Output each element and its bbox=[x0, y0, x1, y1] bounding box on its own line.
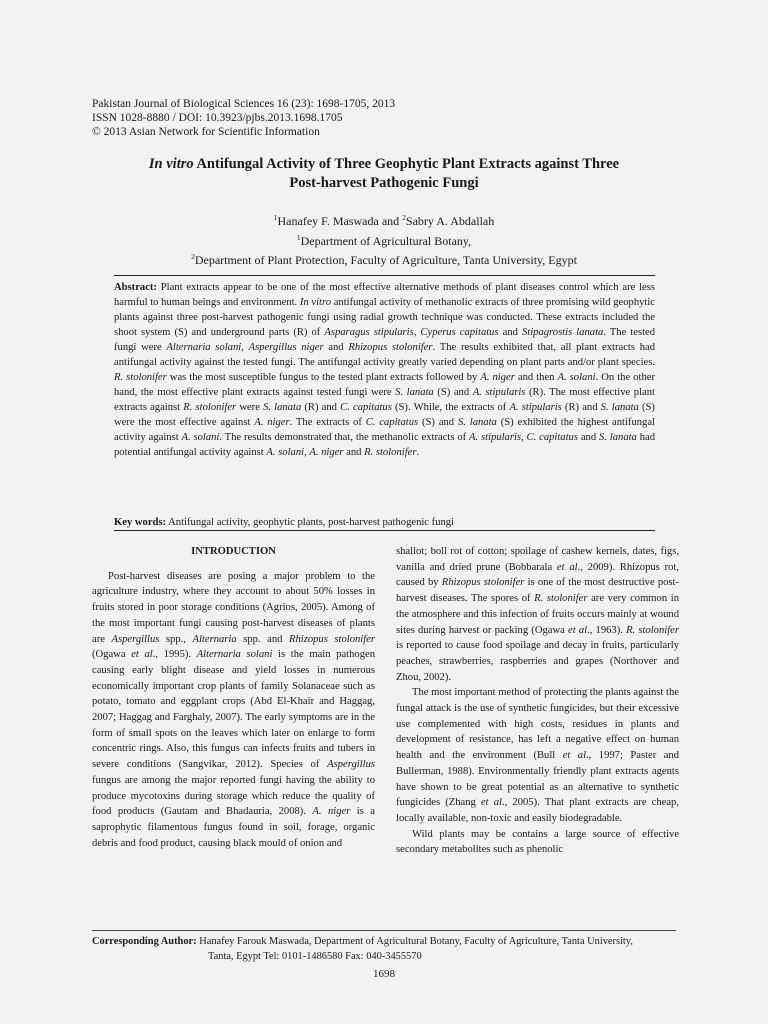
journal-header bbox=[92, 97, 395, 139]
intro-paragraph-2: The most important method of protecting the plants against the fungal attack is the use of synthetic fungicides, but their excessive use complemented with high costs, residues in plants and development of resistance, has left a negative effect on human health and the environment (Bull et al., 1997; Paster and Bullerman, 1988). Environmentally friendly plant extracts agents have shown to be great potential as an alternative to synthetic fungicides (Zhang et al., 2005). That plant extracts are cheap, locally available, non-toxic and easily biodegradable. bbox=[396, 687, 679, 824]
footnote-rule bbox=[92, 930, 676, 931]
aff1-sup: 1 bbox=[296, 232, 301, 242]
keywords-bottom-rule bbox=[114, 530, 655, 531]
left-column bbox=[92, 544, 375, 851]
footnote-label: Corresponding Author: bbox=[92, 936, 197, 947]
intro-paragraph-continued: shallot; boll rot of cotton; spoilage of cashew kernels, dates, figs, vanilla and dried prune (Bobbarala et al., 2009). Rhizopus rot, caused by Rhizopus stolonifer is one of the most destructive post-harvest diseases. The spores of R. stolonifer are very common in the atmosphere and this infection of fruits occurs mainly at wound sites during harvest or packing (Ogawa et al., 1963). R. stolonifer is reported to cause food spoilage and decay in fruits, particularly peaches, strawberries, raspberries and grapes (Northover and Zhou, 2002). bbox=[396, 546, 680, 683]
author1-sup: 1 bbox=[273, 213, 278, 222]
section-heading-introduction: INTRODUCTION bbox=[191, 546, 276, 557]
abstract-label: Abstract: bbox=[114, 282, 157, 293]
corresponding-author-footnote bbox=[92, 934, 682, 964]
keywords bbox=[114, 516, 655, 530]
intro-paragraph-1: Post-harvest diseases are posing a major problem to the agriculture industry, where they account to about 50% losses in fruits stored in poor storage conditions (Agrios, 2005). Among of the most important fungi causing post-harvest diseases of plants are Aspergillus spp., Alternaria spp. and Rhizopus stolonifer (Ogawa et al., 1995). Alternaria solani is the main pathogen causing early blight disease and yield losses in numerous economically important crop plants of family Solanaceae such as potato, tomato and eggplant crops (Abd El-Khair and Haggag, 2007; Haggag and Farghaly, 2007). The early symptoms are in the form of small spots on the leaves which later on enlarge to form concentric rings. Also, this fungus can infects fruits and tubers in severe conditions (Sangvikar, 2012). Species of Aspergillus fungus are among the major reported fungi having the ability to produce mycotoxins during storage which reduce the quality of food products (Gautam and Bhadauria, 2008). A. niger is a saprophytic filamentous fungus found in soil, forage, organic debris and food product, causing black mould of onion and bbox=[92, 570, 376, 849]
author2-name: Sabry A. Abdallah bbox=[405, 214, 495, 228]
aff2-text: Department of Plant Protection, Faculty of Agriculture, Tanta University, Egypt bbox=[194, 253, 577, 267]
abstract-top-rule bbox=[114, 275, 655, 276]
affiliation-1 bbox=[92, 230, 676, 250]
keywords-label: Key words: bbox=[114, 517, 167, 528]
footnote-line-2: Tanta, Egypt Tel: 0101-1486580 Fax: 040-3455570 bbox=[208, 951, 422, 962]
affiliation-2 bbox=[92, 249, 676, 269]
keywords-text: Antifungal activity, geophytic plants, post-harvest pathogenic fungi bbox=[166, 517, 455, 528]
journal-citation: Pakistan Journal of Biological Sciences 16 (23): 1698-1705, 2013 bbox=[92, 98, 396, 110]
footnote-line-1 bbox=[92, 934, 682, 949]
issn-doi: ISSN 1028-8880 / DOI: 10.3923/pjbs.2013.1698.1705 bbox=[92, 112, 343, 124]
title-line-2: Post-harvest Pathogenic Fungi bbox=[289, 175, 479, 191]
author1-name: Hanafey F. Maswada and bbox=[277, 214, 403, 228]
author-block bbox=[92, 210, 676, 269]
aff1-text: Department of Agricultural Botany, bbox=[300, 233, 472, 248]
footnote-text-1: Hanafey Farouk Maswada, Department of Agricultural Botany, Faculty of Agriculture, Tanta University, bbox=[196, 936, 633, 947]
paper-title bbox=[92, 155, 676, 193]
copyright-notice: © 2013 Asian Network for Scientific Information bbox=[92, 126, 320, 138]
page-number: 1698 bbox=[373, 968, 395, 980]
author2-sup: 2 bbox=[402, 213, 406, 222]
right-column bbox=[396, 544, 679, 858]
title-line-1 bbox=[92, 155, 676, 174]
aff2-sup: 2 bbox=[191, 252, 195, 261]
abstract-body: Plant extracts appear to be one of the most effective alternative methods of plant diseases control which are less harmful to human beings and environment. In vitro antifungal activity of methanolic extracts of three promising wild geophytic plants against three post-harvest pathogenic fungi using radial growth technique was conducted. These extracts included the shoot system (S) and underground parts (R) of Asparagus stipularis, Cyperus capitatus and Stipagrostis lanata. The tested fungi were Alternaria solani, Aspergillus niger and Rhizopus stolonifer. The results exhibited that, all plant extracts had antifungal activity against the tested fungi. The antifungal activity greatly varied depending on plant parts and/or plant species. R. stolonifer was the most susceptible fungus to the tested plant extracts followed by A. niger and then A. solani. On the other hand, the most effective plant extracts against tested fungi were S. lanata (S) and A. stipularis (R). The most effective plant extracts against R. stolonifer were S. lanata (R) and C. capitatus (S). While, the extracts of A. stipularis (R) and S. lanata (S) were the most effective against A. niger. The extracts of C. capitatus (S) and S. lanata (S) exhibited the highest antifungal activity against A. solani. The results demonstrated that, the methanolic extracts of A. stipularis, C. capitatus and S. lanata had potential antifungal activity against A. solani, A. niger and R. stolonifer. bbox=[114, 282, 656, 458]
title-rest: Antifungal Activity of Three Geophytic Plant Extracts against Three bbox=[193, 156, 620, 172]
abstract bbox=[114, 280, 655, 460]
intro-paragraph-3: Wild plants may be contains a large source of effective secondary metabolites such as phenolic bbox=[396, 828, 679, 856]
title-italic: In vitro bbox=[148, 156, 194, 172]
author-names bbox=[92, 210, 676, 230]
